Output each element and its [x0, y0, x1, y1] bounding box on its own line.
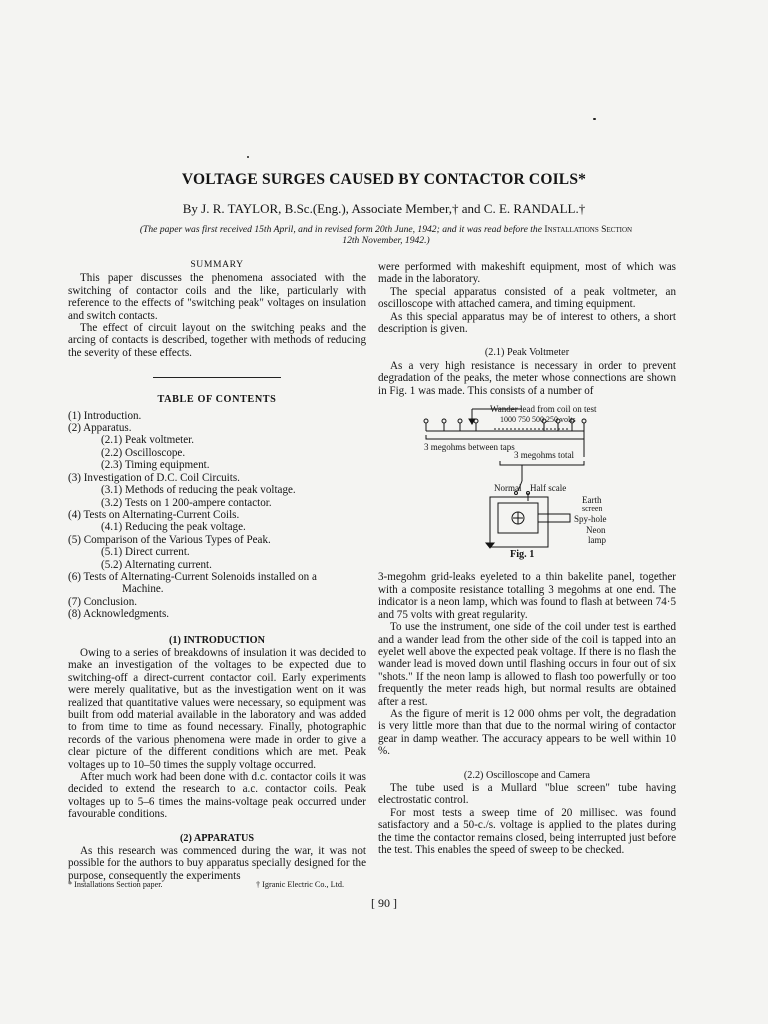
body-paragraph: As a very high resistance is necessary in order to prevent degradation of the peaks, the meter whose connections are shown in Fig. 1 was made. This consists of a number of — [378, 359, 676, 397]
section-heading-apparatus: (2) APPARATUS — [179, 832, 255, 844]
figure-label-total: 3 megohms total — [514, 450, 574, 461]
toc-subitem: (3.2) Tests on 1 200-ampere contactor. — [101, 496, 272, 509]
toc-item: (4) Tests on Alternating-Current Coils. — [68, 508, 240, 521]
summary-paragraph: The effect of circuit layout on the switching peaks and the arcing of contacts is described, together with methods of reducing the severity of these effects. — [68, 322, 366, 359]
figure-caption: Fig. 1 — [510, 549, 535, 561]
figure-label-normal: Normal — [494, 483, 522, 494]
toc-subitem: (3.1) Methods of reducing the peak voltage. — [101, 484, 296, 497]
received-note-text: (The paper was first received 15th April, and in revised form 20th June, 1942; and it was read before the — [139, 224, 545, 235]
toc-subitem: (5.1) Direct current. — [101, 546, 190, 559]
toc-item: (7) Conclusion. — [68, 595, 138, 608]
toc-item: (8) Acknowledgments. — [68, 608, 170, 621]
figure-label-neon: Neon — [586, 525, 606, 536]
footnote-installations: * Installations Section paper. — [68, 880, 163, 889]
body-paragraph: As the figure of merit is 12 000 ohms per volt, the degradation is very little more than that due to the normal wiring of contactor gear in damp weather. The accuracy appears to be well within 10 %. — [378, 707, 676, 758]
body-paragraph: For most tests a sweep time of 20 millisec. was found satisfactory and a 50-c./s. voltage is applied to the plates during the time the contactor remains closed, being interrupted just before the test. This enables the speed of sweep to be checked. — [378, 806, 676, 856]
section-heading-oscilloscope: (2.2) Oscilloscope and Camera — [463, 769, 591, 781]
summary-paragraph: This paper discusses the phenomena associated with the switching of contactor coils and the like, particularly with reference to the effects of "switching peak" voltages on insulation and switch contacts. — [68, 272, 366, 322]
footnotes — [68, 880, 366, 889]
received-note — [62, 224, 710, 246]
print-speck — [247, 156, 249, 158]
summary-heading: SUMMARY — [190, 259, 244, 270]
toc-item: (3) Investigation of D.C. Coil Circuits. — [68, 471, 240, 484]
section-divider — [153, 377, 281, 378]
received-note-section: Installations Section — [544, 224, 633, 235]
section-heading-introduction: (1) INTRODUCTION — [169, 634, 265, 646]
page-number: [ 90 ] — [371, 896, 397, 910]
body-paragraph: Owing to a series of breakdowns of insulation it was decided to make an investigation of the voltages to be expected due to switching-off a direct-current contactor coil. Early experiments were merely qualitative, but as the investigation went on it was realized that quantitative values were necessary, so equipment was built from odd material available in the laboratory and was added to from time to time as found necessary. Finally, photographic records of the various phenomena were made in order to give a clear picture of the different conditions which are met. Peak voltages up to 10–50 times the supply voltage occurred. — [68, 646, 366, 771]
author-byline: By J. R. TAYLOR, B.Sc.(Eng.), Associate Member,† and C. E. RANDALL.† — [182, 201, 586, 216]
figure-label-wander: Wander lead from coil on test — [490, 404, 597, 415]
peak-voltmeter-diagram — [394, 401, 644, 549]
toc-subitem: (5.2) Alternating current. — [101, 558, 212, 571]
body-paragraph: The tube used is a Mullard "blue screen" tube having electrostatic control. — [378, 781, 676, 807]
figure-label-halfscale: Half scale — [530, 483, 567, 494]
toc-subitem: (2.2) Oscilloscope. — [101, 446, 186, 459]
body-paragraph: As this special apparatus may be of interest to others, a short description is given. — [378, 310, 676, 336]
toc-item: (1) Introduction. — [68, 409, 142, 422]
figure-label-volts: 1000 750 500 250 volts — [500, 415, 576, 425]
figure-label-taps: 3 megohms between taps — [424, 442, 515, 453]
table-of-contents — [68, 410, 366, 621]
left-column — [68, 259, 366, 882]
right-column — [378, 261, 676, 856]
toc-item: (2) Apparatus. — [68, 422, 132, 435]
figure-label-earth: Earth — [582, 495, 602, 506]
footnote-affiliation: † Igranic Electric Co., Ltd. — [256, 880, 344, 889]
body-paragraph: As this research was commenced during the war, it was not possible for the authors to buy apparatus specially designed for the purpose, consequently the experiments — [68, 845, 366, 882]
figure-label-lamp: lamp — [588, 535, 606, 546]
body-paragraph-continued: 3-megohm grid-leaks eyeleted to a thin bakelite panel, together with a composite resistance totalling 3 megohms at one end. The indicator is a neon lamp, which was found to flash at between 74·5 and 75 volts with great regularity. — [378, 571, 676, 621]
paper-title: VOLTAGE SURGES CAUSED BY CONTACTOR COILS* — [181, 171, 587, 188]
body-paragraph: The special apparatus consisted of a peak voltmeter, an oscilloscope with attached camera, and timing equipment. — [378, 285, 676, 311]
toc-subitem: (2.1) Peak voltmeter. — [101, 434, 195, 447]
body-paragraph-continued: were performed with makeshift equipment, most of which was made in the laboratory. — [378, 261, 676, 286]
body-paragraph: After much work had been done with d.c. contactor coils it was decided to extend the research to a.c. contactor coils. Peak voltages up to 5–6 times the mains-voltage peak occurred under favourable conditions. — [68, 771, 366, 821]
toc-subitem: (2.3) Timing equipment. — [101, 459, 210, 472]
toc-item: (6) Tests of Alternating-Current Solenoids installed on a — [68, 570, 317, 583]
print-speck — [593, 118, 596, 120]
received-note-date: 12th November, 1942.) — [342, 235, 430, 246]
toc-item-continuation: Machine. — [122, 583, 164, 596]
toc-heading: TABLE OF CONTENTS — [157, 394, 277, 406]
toc-item: (5) Comparison of the Various Types of Peak. — [68, 533, 271, 546]
body-paragraph: To use the instrument, one side of the coil under test is earthed and a wander lead from the other side of the coil is tapped into an eyelet well above the expected peak voltage. If there is no flash the wander lead is moved down until flashing occurs in four out of six "shots." If the neon lamp is allowed to flash too powerfully or too frequently the meter reads high, but normal results are obtained after a rest. — [378, 621, 676, 708]
figure-label-screen: screen — [582, 504, 603, 514]
section-heading-peak-voltmeter: (2.1) Peak Voltmeter — [484, 347, 570, 359]
toc-subitem: (4.1) Reducing the peak voltage. — [101, 521, 246, 534]
figure-label-spyhole: Spy-hole — [574, 514, 607, 525]
